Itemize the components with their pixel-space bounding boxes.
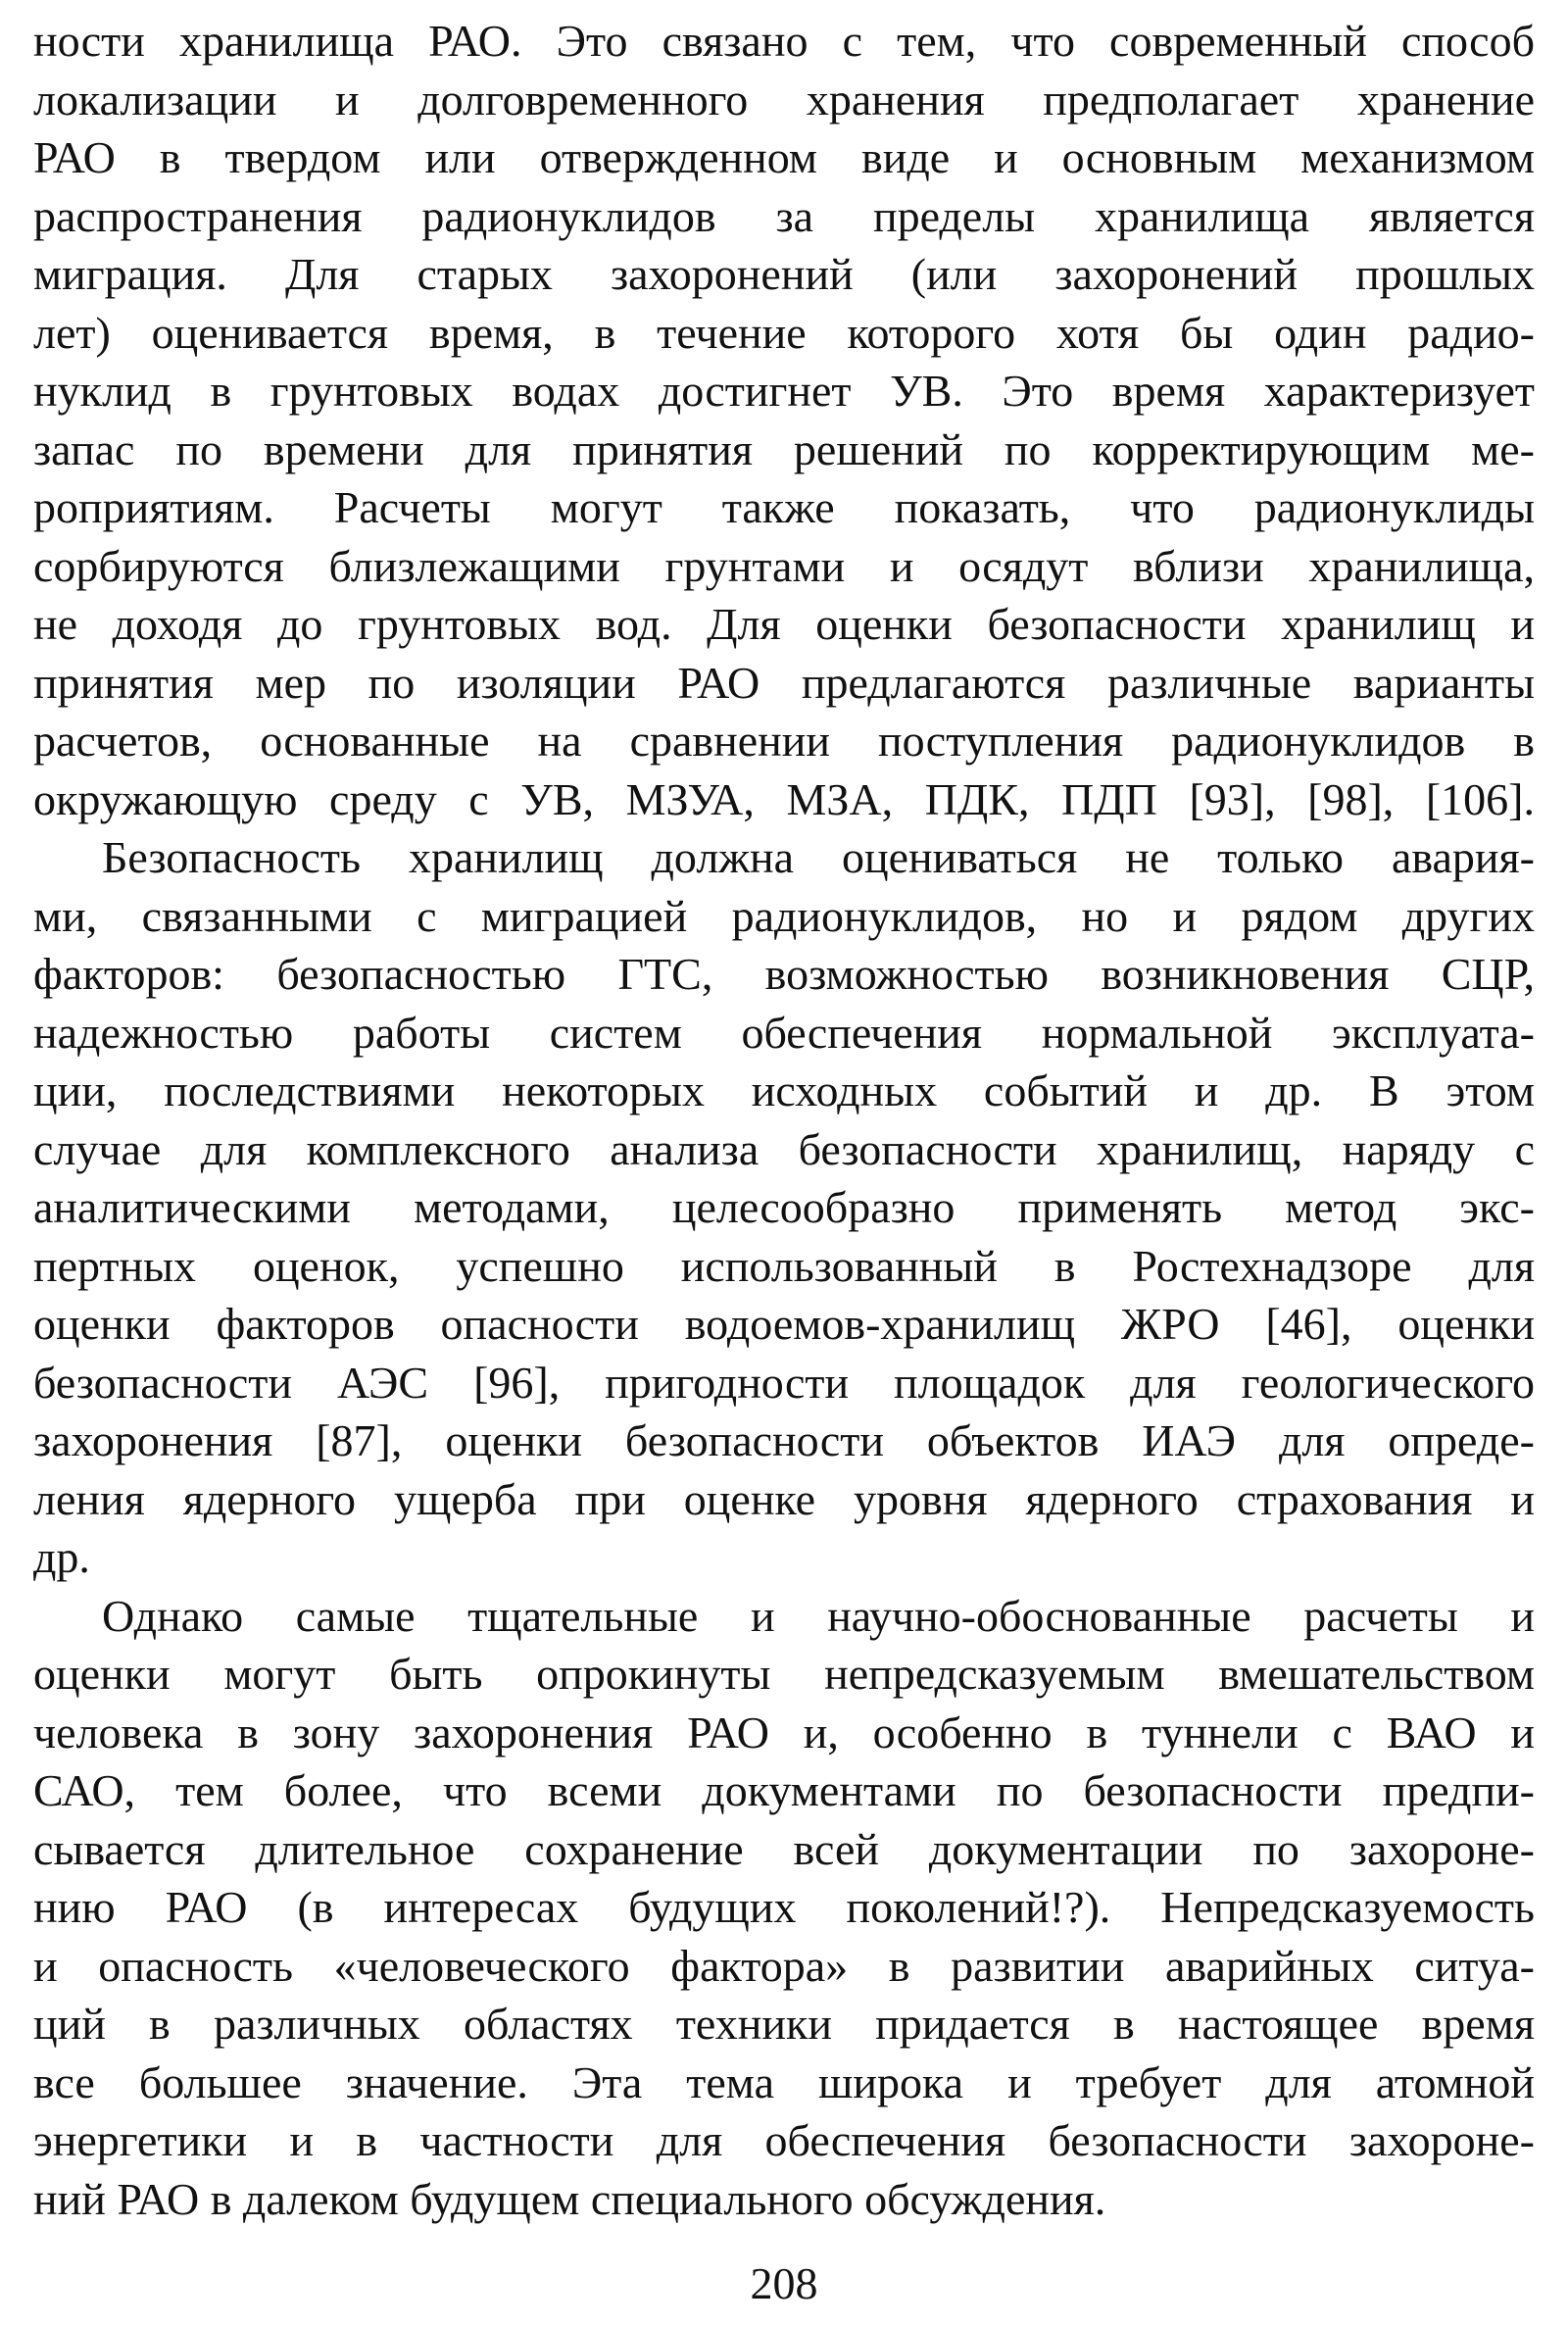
text-line: энергетики и в частности для обеспечения безопасности захороне- <box>33 2115 1535 2165</box>
text-line: пертных оценок, успешно использованный в Ростехнадзоре для <box>33 1240 1535 1291</box>
text-line: нию РАО (в интересах будущих поколений!?). Непредсказуемость <box>33 1882 1535 1932</box>
text-line: безопасности АЭС [96], пригодности площадок для геологического <box>33 1357 1535 1408</box>
text-line: факторов: безопасностью ГТС, возможностью возникновения СЦР, <box>33 949 1535 999</box>
text-line-last: ний РАО в далеком будущем специального обсуждения. <box>33 2173 1106 2224</box>
text-line: запас по времени для принятия решений по корректирующим ме- <box>33 423 1535 474</box>
text-line: аналитическими методами, целесообразно применять метод экс- <box>33 1182 1535 1232</box>
text-line: надежностью работы систем обеспечения нормальной эксплуата- <box>33 1007 1535 1058</box>
text-line-indented: Однако самые тщательные и научно-обоснованные расчеты и <box>102 1590 1535 1641</box>
paragraph-3 <box>33 1587 1535 2229</box>
text-line: захоронения [87], оценки безопасности объектов ИАЭ для опреде- <box>33 1415 1535 1465</box>
text-line: сывается длительное сохранение всей документации по захороне- <box>33 1823 1535 1874</box>
text-line: САО, тем более, что всеми документами по безопасности предпи- <box>33 1765 1535 1815</box>
page-number: 208 <box>750 2258 818 2308</box>
text-line: ций в различных областях техники придается в настоящее время <box>33 1999 1535 2049</box>
text-line: принятия мер по изоляции РАО предлагаются различные варианты <box>33 657 1535 708</box>
text-line: локализации и долговременного хранения предполагает хранение <box>33 74 1535 124</box>
text-line: лет) оценивается время, в течение которого хотя бы один радио- <box>33 307 1535 358</box>
text-line: ления ядерного ущерба при оценке уровня ядерного страхования и <box>33 1473 1535 1524</box>
text-line: человека в зону захоронения РАО и, особенно в туннели с ВАО и <box>33 1707 1535 1757</box>
paragraph-2 <box>33 828 1535 1587</box>
text-line: случае для комплексного анализа безопасности хранилищ, наряду с <box>33 1123 1535 1174</box>
text-line: ми, связанными с миграцией радионуклидов, но и рядом других <box>33 890 1535 941</box>
text-line: сорбируются близлежащими грунтами и осядут вблизи хранилища, <box>33 540 1535 591</box>
text-line-indented: Безопасность хранилищ должна оцениваться не только авария- <box>102 832 1535 882</box>
text-line: все большее значение. Эта тема широка и требует для атомной <box>33 2056 1535 2107</box>
text-line: расчетов, основанные на сравнении поступления радионуклидов в <box>33 716 1535 766</box>
text-line: окружающую среду с УВ, МЗУА, МЗА, ПДК, ПДП [93], [98], [106]. <box>33 773 1535 824</box>
text-line-last: др. <box>33 1532 90 1582</box>
paragraph-1 <box>33 12 1535 828</box>
text-line: и опасность «человеческого фактора» в развитии аварийных ситуа- <box>33 1940 1535 1991</box>
text-line: ции, последствиями некоторых исходных событий и др. В этом <box>33 1065 1535 1115</box>
text-line: миграция. Для старых захоронений (или захоронений прошлых <box>33 249 1535 299</box>
text-line: распространения радионуклидов за пределы хранилища является <box>33 190 1535 241</box>
page-body <box>33 12 1535 2228</box>
text-line: РАО в твердом или отвержденном виде и основным механизмом <box>33 132 1535 182</box>
text-line: не доходя до грунтовых вод. Для оценки безопасности хранилищ и <box>33 599 1535 649</box>
text-line: оценки факторов опасности водоемов-хранилищ ЖРО [46], оценки <box>33 1299 1535 1349</box>
text-line: роприятиям. Расчеты могут также показать, что радионуклиды <box>33 482 1535 532</box>
text-line: оценки могут быть опрокинуты непредсказуемым вмешательством <box>33 1649 1535 1699</box>
text-line: нуклид в грунтовых водах достигнет УВ. Это время характеризует <box>33 366 1535 416</box>
text-line: ности хранилища РАО. Это связано с тем, что современный способ <box>33 16 1535 66</box>
